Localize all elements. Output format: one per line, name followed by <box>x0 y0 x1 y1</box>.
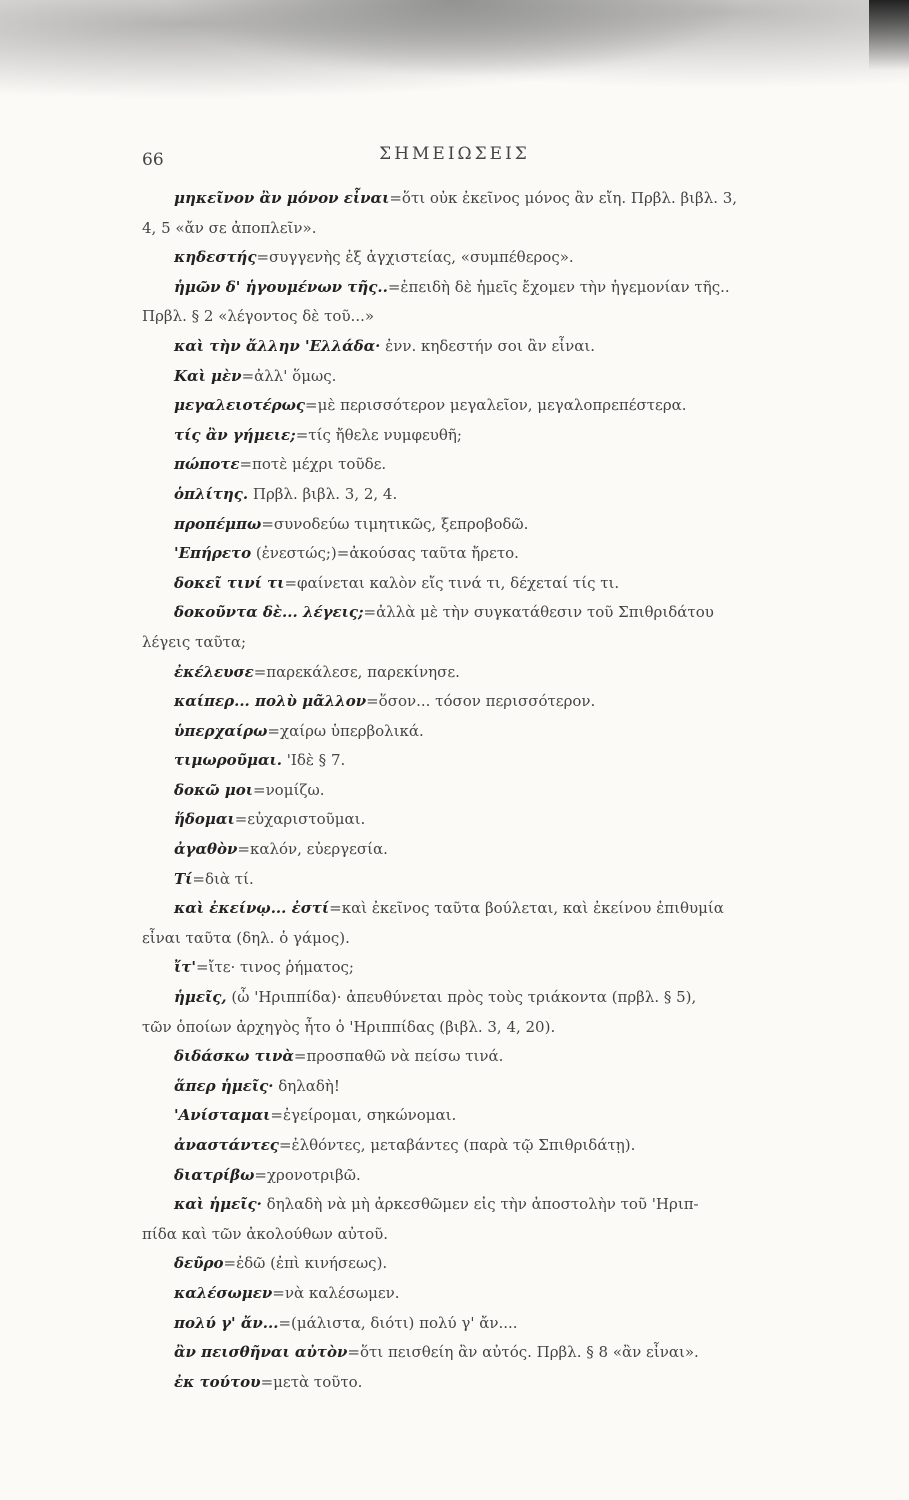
note-line <box>142 598 874 628</box>
note-line <box>142 510 874 540</box>
note-line <box>142 776 874 806</box>
note-lemma: δοκοῦντα δὲ... λέγεις; <box>174 603 364 622</box>
note-line <box>142 302 874 332</box>
note-gloss: =χρονοτριβῶ. <box>254 1165 361 1184</box>
note-lemma: τιμωροῦμαι. <box>174 751 283 770</box>
note-line <box>142 1131 874 1161</box>
note-lemma: διδάσκω τινὰ <box>174 1047 294 1066</box>
note-gloss: 4, 5 «ἄν σε ἀποπλεῖν». <box>142 218 317 237</box>
note-gloss: =νὰ καλέσωμεν. <box>272 1283 400 1302</box>
note-line <box>142 184 874 214</box>
note-line <box>142 835 874 865</box>
note-line <box>142 1013 874 1043</box>
note-gloss: =(μάλιστα, διότι) πολύ γ' ἄν.... <box>278 1313 518 1332</box>
note-gloss: λέγεις ταῦτα; <box>142 632 247 651</box>
note-gloss: 'Ιδὲ § 7. <box>282 751 346 770</box>
note-lemma: δεῦρο <box>174 1254 224 1273</box>
note-line <box>142 362 874 392</box>
note-gloss: τῶν ὁποίων ἀρχηγὸς ἦτο ὁ 'Ηριππίδας (βιβλ. 3, 4, 20). <box>142 1017 556 1036</box>
page-corner-shadow <box>869 0 909 70</box>
note-line <box>142 865 874 895</box>
notes-body <box>142 184 874 1397</box>
note-line <box>142 332 874 362</box>
note-line <box>142 273 874 303</box>
note-line <box>142 894 874 924</box>
note-lemma: ἡμῶν δ' ἡγουμένων τῆς.. <box>174 277 388 296</box>
note-gloss: =ἀλλ' ὅμως. <box>241 366 337 385</box>
note-gloss: =ἐδῶ (ἐπὶ κινήσεως). <box>223 1254 388 1273</box>
note-line <box>142 805 874 835</box>
note-gloss: εἶναι ταῦτα (δηλ. ὁ γάμος). <box>142 928 350 947</box>
note-lemma: μηκεῖνον ἂν μόνον εἶναι <box>174 189 390 207</box>
note-line <box>142 1220 874 1250</box>
note-line <box>142 1338 874 1368</box>
note-line <box>142 628 874 658</box>
note-line <box>142 1042 874 1072</box>
note-gloss: =νομίζω. <box>253 780 325 799</box>
note-line <box>142 391 874 421</box>
note-gloss: πίδα καὶ τῶν ἀκολούθων αὐτοῦ. <box>142 1224 389 1243</box>
note-line <box>142 1309 874 1339</box>
note-gloss: =ἐλθόντες, μεταβάντες (παρὰ τῷ Σπιθριδάτῃ). <box>278 1136 636 1154</box>
note-gloss: =χαίρω ὑπερβολικά. <box>267 721 424 740</box>
note-gloss: =ἴτε· τινος ῥήματος; <box>195 958 354 977</box>
note-lemma: Καὶ μὲν <box>174 366 242 385</box>
note-gloss: =καλόν, εὐεργεσία. <box>237 840 388 859</box>
note-lemma: δοκῶ μοι <box>174 780 253 799</box>
note-gloss: =ἐπειδὴ δὲ ἡμεῖς ἔχομεν τὴν ἡγεμονίαν τῆς.. <box>387 277 730 296</box>
note-gloss: Πρβλ. βιβλ. 3, 2, 4. <box>248 484 398 503</box>
note-line <box>142 746 874 776</box>
note-lemma: ἅπερ ἡμεῖς· <box>174 1076 274 1095</box>
note-gloss: =ποτὲ μέχρι τοῦδε. <box>239 455 387 474</box>
note-lemma: δοκεῖ τινί τι <box>174 573 285 592</box>
note-gloss: =διὰ τί. <box>192 869 254 888</box>
note-line <box>142 480 874 510</box>
note-line <box>142 1072 874 1102</box>
note-gloss: =μετὰ τοῦτο. <box>260 1372 363 1391</box>
note-gloss: δηλαδὴ! <box>273 1076 340 1095</box>
note-gloss: =μὲ περισσότερον μεγαλεῖον, μεγαλοπρεπέστερα. <box>305 396 687 415</box>
note-gloss: =συγγενὴς ἐξ ἀγχιστείας, «συμπέθερος». <box>256 248 574 267</box>
note-gloss: (ἐνεστώς;)=ἀκούσας ταῦτα ἤρετο. <box>251 544 519 563</box>
note-lemma: 'Επήρετο <box>174 544 252 563</box>
note-gloss: =ὅτι οὐκ ἐκεῖνος μόνος ἂν εἴη. Πρβλ. βιβλ. 3, <box>389 189 738 207</box>
note-gloss: (ὦ 'Ηριππίδα)· ἀπευθύνεται πρὸς τοὺς τριάκοντα (πρβλ. § 5), <box>226 988 697 1007</box>
note-line <box>142 717 874 747</box>
note-lemma: ὁπλίτης. <box>174 484 249 503</box>
note-lemma: ἐκέλευσε <box>174 662 254 681</box>
note-lemma: κηδεστής <box>174 248 257 267</box>
note-lemma: ἡμεῖς, <box>174 988 227 1007</box>
note-lemma: ἀναστάντες <box>174 1136 279 1154</box>
note-lemma: καὶ ἐκείνῳ... ἐστί <box>174 899 330 918</box>
note-line <box>142 421 874 451</box>
note-gloss: =ὅτι πεισθείη ἂν αὐτός. Πρβλ. § 8 «ἂν εἶναι». <box>347 1343 699 1362</box>
page-top-stain <box>0 0 909 120</box>
note-lemma: Τί <box>174 869 193 888</box>
note-line <box>142 1190 874 1220</box>
note-gloss: δηλαδὴ νὰ μὴ ἀρκεσθῶμεν εἰς τὴν ἀποστολὴν τοῦ 'Ηριπ- <box>261 1195 699 1214</box>
note-gloss: ἐνν. κηδεστήν σοι ἂν εἶναι. <box>380 336 596 355</box>
note-lemma: καὶ ἡμεῖς· <box>174 1195 262 1214</box>
note-lemma: ἐκ τούτου <box>174 1372 261 1391</box>
note-lemma: ἴτ' <box>174 958 196 977</box>
note-gloss: =εὐχαριστοῦμαι. <box>234 810 366 829</box>
note-line <box>142 1368 874 1398</box>
note-lemma: πώποτε <box>174 455 240 474</box>
note-lemma: προπέμπω <box>174 514 262 533</box>
note-gloss: =συνοδεύω τιμητικῶς, ξεπροβοδῶ. <box>261 514 529 533</box>
note-gloss: =καὶ ἐκεῖνος ταῦτα βούλεται, καὶ ἐκείνου ἐπιθυμία <box>329 899 724 918</box>
note-gloss: =παρεκάλεσε, παρεκίνησε. <box>253 662 460 681</box>
page-number: 66 <box>142 150 164 170</box>
note-line <box>142 983 874 1013</box>
running-head: ΣΗΜΕΙΩΣΕΙΣ <box>379 144 530 164</box>
note-lemma: καὶ τὴν ἄλλην 'Ελλάδα· <box>174 336 381 355</box>
note-line <box>142 243 874 273</box>
note-lemma: μεγαλειοτέρως <box>174 396 306 415</box>
note-line <box>142 450 874 480</box>
note-gloss: =ὅσον... τόσον περισσότερον. <box>366 692 596 711</box>
note-lemma: διατρίβω <box>174 1165 255 1184</box>
note-line <box>142 953 874 983</box>
note-line <box>142 1249 874 1279</box>
note-line <box>142 1161 874 1191</box>
note-gloss: =προσπαθῶ νὰ πείσω τινά. <box>293 1047 504 1066</box>
note-gloss: =ἐγείρομαι, σηκώνομαι. <box>270 1106 457 1125</box>
note-line <box>142 1279 874 1309</box>
note-lemma: ὑπερχαίρω <box>174 721 268 740</box>
note-gloss: =φαίνεται καλὸν εἴς τινά τι, δέχεταί τίς τι. <box>284 573 620 592</box>
note-lemma: καίπερ... πολὺ μᾶλλον <box>174 692 367 711</box>
note-gloss: =τίς ἤθελε νυμφευθῆ; <box>295 425 462 444</box>
note-line <box>142 658 874 688</box>
note-lemma: καλέσωμεν <box>174 1283 273 1302</box>
note-gloss: Πρβλ. § 2 «λέγοντος δὲ τοῦ...» <box>142 307 375 326</box>
note-line <box>142 687 874 717</box>
note-gloss: =ἀλλὰ μὲ τὴν συγκατάθεσιν τοῦ Σπιθριδάτου <box>363 603 714 622</box>
note-line <box>142 924 874 954</box>
note-lemma: ἀγαθὸν <box>174 840 238 859</box>
note-lemma: ἂν πεισθῆναι αὐτὸν <box>174 1343 348 1362</box>
note-lemma: 'Ανίσταμαι <box>174 1106 271 1125</box>
note-line <box>142 569 874 599</box>
note-line <box>142 214 874 244</box>
note-line <box>142 1101 874 1131</box>
note-line <box>142 539 874 569</box>
note-lemma: ἥδομαι <box>174 810 235 829</box>
note-lemma: πολύ γ' ἄν... <box>174 1313 279 1332</box>
note-lemma: τίς ἂν γήμειε; <box>174 425 296 444</box>
